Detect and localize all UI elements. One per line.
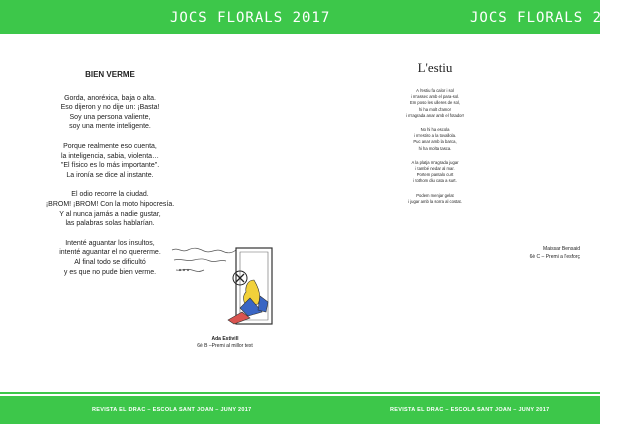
poem-line: y es que no pude bien verme. xyxy=(63,268,157,276)
right-author-block xyxy=(480,246,580,261)
right-award-text: 6è C – Premi a l'esforç xyxy=(529,253,580,260)
left-stanza-1 xyxy=(20,94,200,132)
poem-line: Gorda, anoréxica, baja o alta. xyxy=(64,94,156,102)
poem-line: i jugar amb la sorra al costat. xyxy=(408,198,462,204)
right-stanza-4 xyxy=(380,193,490,205)
right-stanza-1 xyxy=(380,88,490,119)
poem-line: Eso dijeron y no dije un: ¡Basta! xyxy=(60,104,160,112)
poem-line: La ironía se dice al instante. xyxy=(66,171,154,179)
poem-line: A la platja m'agrada jugar xyxy=(411,159,459,165)
poem-line: ¡BROM! ¡BROM! Con la moto hipocresía. xyxy=(45,200,175,208)
right-stanza-2 xyxy=(380,127,490,152)
poem-line: intenté aguantar el no quererme. xyxy=(59,249,161,257)
poem-line: la inteligencia, sabia, violenta… xyxy=(60,152,160,160)
poem-line: i també nedar al mar. xyxy=(415,166,455,172)
left-author-block xyxy=(160,336,290,350)
poem-line: El odio recorre la ciudad. xyxy=(71,191,149,199)
poem-line: Al final todo se dificultó xyxy=(74,258,146,266)
child-drawing-illustration xyxy=(170,240,280,330)
poem-line: Podem menjar gelat xyxy=(416,192,454,198)
left-poem-title: BIEN VERME xyxy=(85,70,135,79)
left-stanza-3 xyxy=(20,190,200,228)
right-poem xyxy=(380,60,490,213)
header-title-left: JOCS FLORALS 2017 xyxy=(170,10,331,26)
poem-line: Puc anar amb la barca, xyxy=(413,139,457,145)
sketch-scribble-lines xyxy=(172,248,236,271)
footer-text-right: REVISTA EL DRAC – ESCOLA SANT JOAN – JUNY 2017 xyxy=(390,407,550,413)
left-stanza-2 xyxy=(20,142,200,180)
poem-line: Soy una persona valiente, xyxy=(69,113,151,121)
left-award-text: 6è B –Premi al millor text xyxy=(197,343,253,349)
poem-line: i m'agrada anar amb el fotador! xyxy=(405,112,465,118)
left-author-name: Ada Estivill xyxy=(211,336,239,342)
footer-divider-line xyxy=(0,392,600,394)
poem-line: Intenté aguantar los insultos, xyxy=(65,239,155,247)
poem-line: soy una mente inteligente. xyxy=(69,123,151,131)
poem-line: i m'assec amb el para-sol. xyxy=(410,94,460,100)
footer-text-left: REVISTA EL DRAC – ESCOLA SANT JOAN – JUNY 2017 xyxy=(92,407,252,413)
poem-line: hi ha molta tasca. xyxy=(418,145,452,151)
poem-line: las palabras solas hablarían. xyxy=(65,220,155,228)
poem-line: Portem pantalo curt xyxy=(416,172,454,178)
poem-line: "El físico es lo más importante". xyxy=(60,162,160,170)
poem-line: i m'estiro a la tovallola. xyxy=(413,133,457,139)
header-title-right: JOCS FLORALS 2017 xyxy=(470,10,630,26)
poem-line: A l'estiu fa calor i sol xyxy=(416,88,454,93)
poem-line: Y al nunca jamás a nadie gustar, xyxy=(59,210,161,218)
poem-line: Porque realmente eso cuenta, xyxy=(63,142,157,150)
right-poem-title: L'estiu xyxy=(417,60,453,75)
poem-line: No hi ha escola xyxy=(420,127,450,133)
poem-line: Em poso les ulleres de sol, xyxy=(409,100,461,106)
right-author-name: Maissar Bensaid xyxy=(543,246,580,252)
right-stanza-3 xyxy=(380,160,490,185)
poem-line: i tothom diu cata a surt. xyxy=(413,178,457,184)
poem-line: hi ha molt d'amor xyxy=(419,106,451,112)
